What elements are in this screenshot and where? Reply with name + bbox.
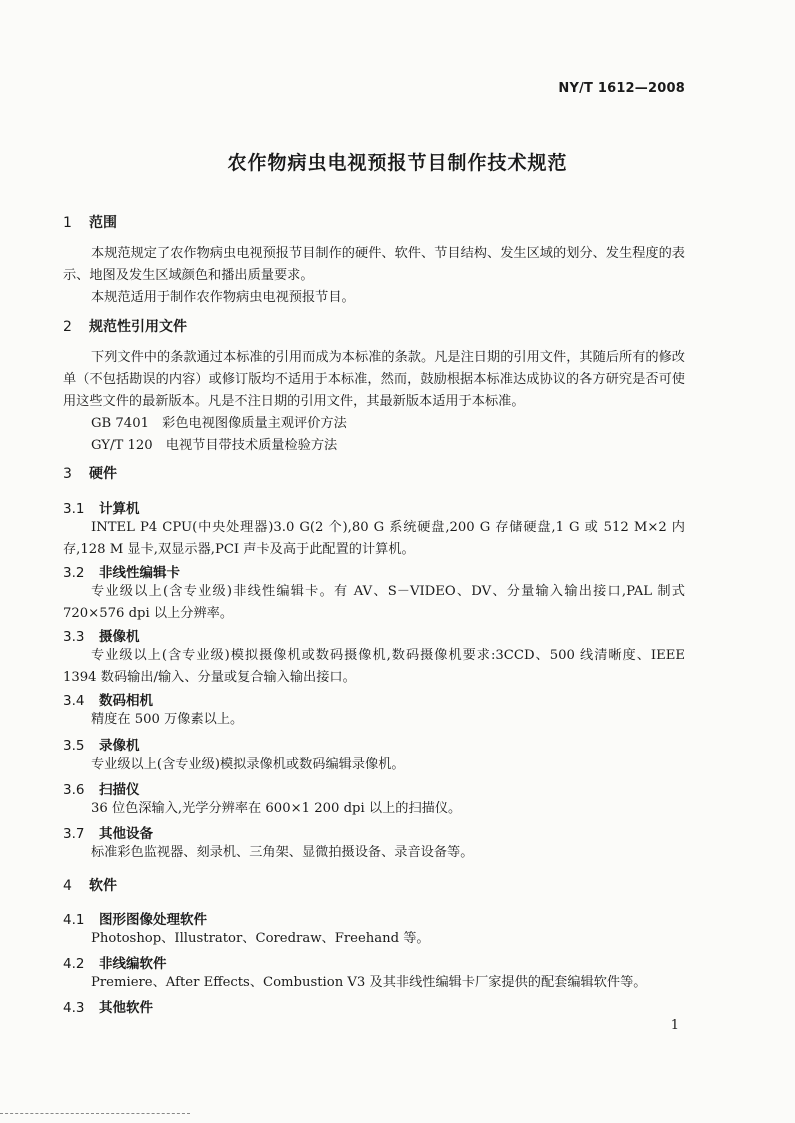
subsection-number: 3.2 xyxy=(63,565,85,581)
subsection-3-4-text: 精度在 500 万像素以上。 xyxy=(91,712,244,727)
reference-gb-7401: GB 7401 彩色电视图像质量主观评价方法 xyxy=(91,416,347,431)
subsection-title: 图形图像处理软件 xyxy=(99,912,207,928)
subsection-3-7-heading xyxy=(63,822,153,842)
subsection-4-3-heading xyxy=(63,996,153,1016)
subsection-number: 3.4 xyxy=(63,693,85,709)
subsection-number: 3.1 xyxy=(63,501,85,517)
subsection-title: 摄像机 xyxy=(99,629,140,645)
subsection-title: 录像机 xyxy=(99,738,140,754)
page-number: 1 xyxy=(670,1018,679,1033)
section-1-heading xyxy=(63,212,117,232)
subsection-4-2-text: Premiere、After Effects、Combustion V3 及其非线性编辑卡厂家提供的配套编辑软件等。 xyxy=(91,975,647,990)
subsection-title: 非线编软件 xyxy=(99,956,167,972)
subsection-title: 非线性编辑卡 xyxy=(99,565,180,581)
section-3-heading xyxy=(63,463,117,483)
section-4-heading xyxy=(63,875,117,895)
subsection-3-4-heading xyxy=(63,689,153,709)
subsection-3-6-heading xyxy=(63,778,140,798)
subsection-title: 其他设备 xyxy=(99,826,153,842)
section-number: 2 xyxy=(63,319,72,335)
document-title: 农作物病虫电视预报节目制作技术规范 xyxy=(227,152,568,174)
subsection-3-1-text: INTEL P4 CPU(中央处理器)3.0 G(2 个),80 G 系统硬盘,200 G 存储硬盘,1 G 或 512 M×2 内存,128 M 显卡,双显示器,PCI 声卡及高于此配置的计算机。 xyxy=(63,520,685,557)
reference-gy-t-120: GY/T 120 电视节目带技术质量检验方法 xyxy=(91,438,338,453)
subsection-number: 4.2 xyxy=(63,956,85,972)
subsection-3-3-heading xyxy=(63,625,140,645)
subsection-title: 扫描仪 xyxy=(99,782,140,798)
section-number: 3 xyxy=(63,466,72,482)
section-title: 范围 xyxy=(89,215,117,231)
section-number: 1 xyxy=(63,215,72,231)
section-title: 软件 xyxy=(89,878,117,894)
footer-divider xyxy=(0,1113,190,1114)
standard-number: NY/T 1612—2008 xyxy=(558,81,685,96)
subsection-3-5-heading xyxy=(63,734,140,754)
subsection-number: 3.6 xyxy=(63,782,85,798)
subsection-title: 数码相机 xyxy=(99,693,153,709)
section-1-paragraph-2: 本规范适用于制作农作物病虫电视预报节目。 xyxy=(91,290,355,305)
subsection-3-2-heading xyxy=(63,561,180,581)
subsection-title: 其他软件 xyxy=(99,1000,153,1016)
section-1-paragraph-1: 本规范规定了农作物病虫电视预报节目制作的硬件、软件、节目结构、发生区域的划分、发生程度的表示、地图及发生区域颜色和播出质量要求。 xyxy=(63,246,685,283)
subsection-4-1-heading xyxy=(63,908,207,928)
subsection-number: 3.3 xyxy=(63,629,85,645)
subsection-3-3-text: 专业级以上(含专业级)模拟摄像机或数码摄像机,数码摄像机要求:3CCD、500 线清晰度、IEEE 1394 数码输出/输入、分量或复合输入输出接口。 xyxy=(63,648,685,685)
subsection-3-5-text: 专业级以上(含专业级)模拟录像机或数码编辑录像机。 xyxy=(91,757,405,772)
subsection-3-7-text: 标准彩色监视器、刻录机、三角架、显微拍摄设备、录音设备等。 xyxy=(91,845,474,860)
section-2-heading xyxy=(63,316,187,336)
subsection-number: 4.1 xyxy=(63,912,85,928)
section-number: 4 xyxy=(63,878,72,894)
subsection-3-6-text: 36 位色深输入,光学分辨率在 600×1 200 dpi 以上的扫描仪。 xyxy=(91,801,462,816)
section-2-paragraph-1: 下列文件中的条款通过本标准的引用而成为本标准的条款。凡是注日期的引用文件，其随后所有的修改单（不包括勘误的内容）或修订版均不适用于本标准，然而，鼓励根据本标准达成协议的各方研究是否可使用这些文件的最新版本。凡是不注日期的引用文件，其最新版本适用于本标准。 xyxy=(63,350,685,409)
section-title: 硬件 xyxy=(89,466,117,482)
subsection-title: 计算机 xyxy=(99,501,140,517)
subsection-4-1-text: Photoshop、Illustrator、Coredraw、Freehand 等。 xyxy=(91,931,430,946)
subsection-4-2-heading xyxy=(63,952,167,972)
section-title: 规范性引用文件 xyxy=(89,319,187,335)
subsection-number: 3.5 xyxy=(63,738,85,754)
subsection-number: 3.7 xyxy=(63,826,85,842)
subsection-3-1-heading xyxy=(63,497,140,517)
subsection-3-2-text: 专业级以上(含专业级)非线性编辑卡。有 AV、S－VIDEO、DV、分量输入输出接口,PAL 制式 720×576 dpi 以上分辨率。 xyxy=(63,584,685,621)
subsection-number: 4.3 xyxy=(63,1000,85,1016)
